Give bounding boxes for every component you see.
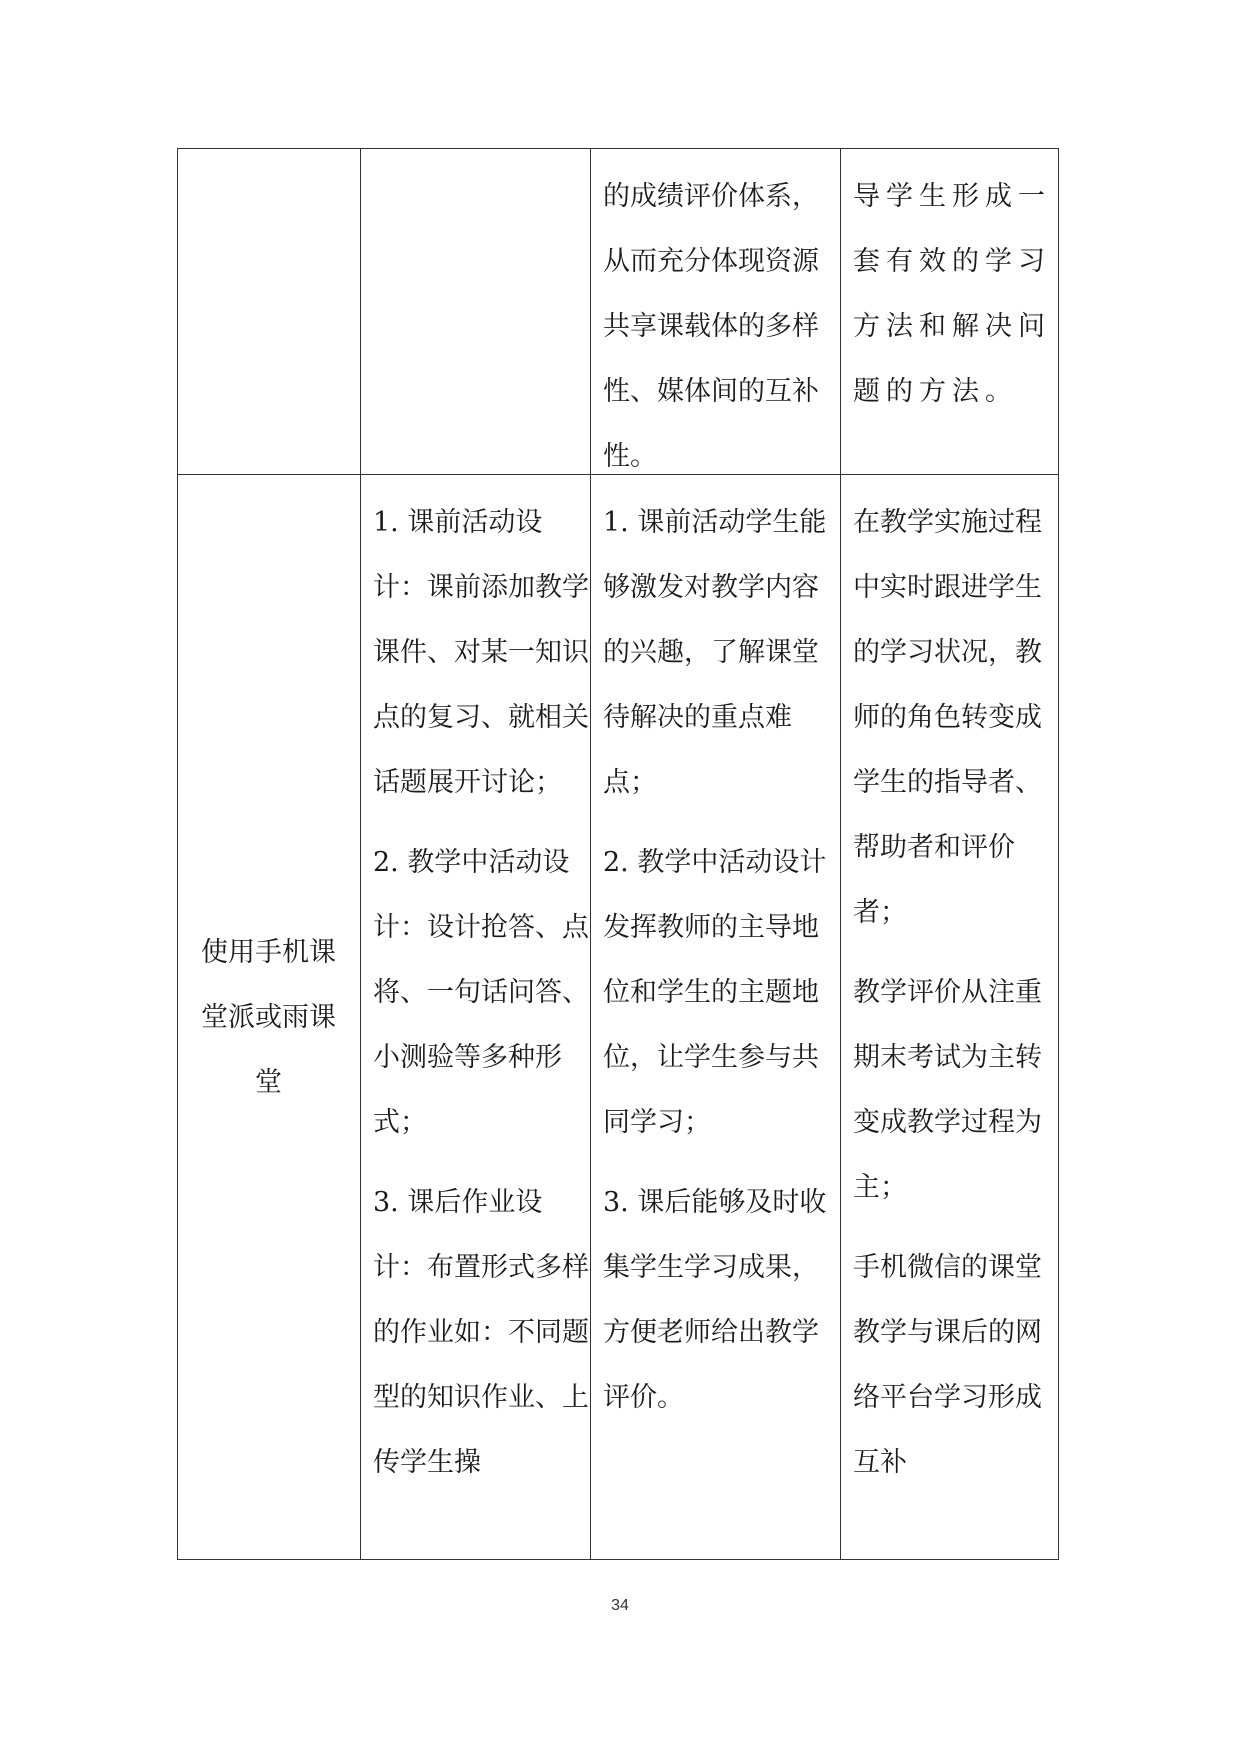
row2-col4-cell (840, 476, 1060, 1510)
table-top-border (177, 148, 1059, 149)
row2-col3-item-1: 1. 课前活动学生能够激发对教学内容的兴趣，了解课堂待解决的重点难点； (603, 507, 827, 798)
row2-col1-text: 使用手机课堂派或雨课堂 (201, 937, 336, 1098)
row1-col4-cell (840, 150, 1060, 439)
page-number: 34 (611, 1597, 629, 1614)
row2-col2-item-3: 3. 课后作业设计：布置形式多样的作业如：不同题型的知识作业、上传学生操 (373, 1187, 589, 1478)
table-left-border (177, 148, 178, 1560)
row2-col2-item-1: 1. 课前活动设计：课前添加教学课件、对某一知识点的复习、就相关话题展开讨论； (373, 507, 589, 798)
row1-col4-text: 导学生形成一套有效的学习方法和解决问题的方法。 (853, 181, 1051, 407)
row2-col4-item-2: 教学评价从注重期末考试为主转变成教学过程为主； (853, 977, 1042, 1203)
row2-col4-item-1: 在教学实施过程中实时跟进学生的学习状况，教师的角色转变成学生的指导者、帮助者和评价者； (853, 507, 1042, 928)
row2-col3-item-3: 3. 课后能够及时收集学生学习成果，方便老师给出教学评价。 (603, 1187, 827, 1413)
row2-col2-item-2: 2. 教学中活动设计：设计抢答、点将、一句话问答、小测验等多种形式； (373, 847, 589, 1138)
row1-col3-text: 的成绩评价体系，从而充分体现资源共享课载体的多样性、媒体间的互补性。 (603, 181, 819, 472)
row2-col3-item-2: 2. 教学中活动设计发挥教师的主导地位和学生的主题地位，让学生参与共同学习； (603, 847, 827, 1138)
row2-col3-cell (590, 476, 840, 1445)
row2-col4-item-3: 手机微信的课堂教学与课后的网络平台学习形成互补 (853, 1252, 1042, 1478)
row2-col2-cell (360, 476, 590, 1510)
table-bottom-border (177, 1559, 1059, 1560)
row1-col3-cell (590, 150, 840, 504)
row2-col1-cell (177, 920, 360, 1115)
